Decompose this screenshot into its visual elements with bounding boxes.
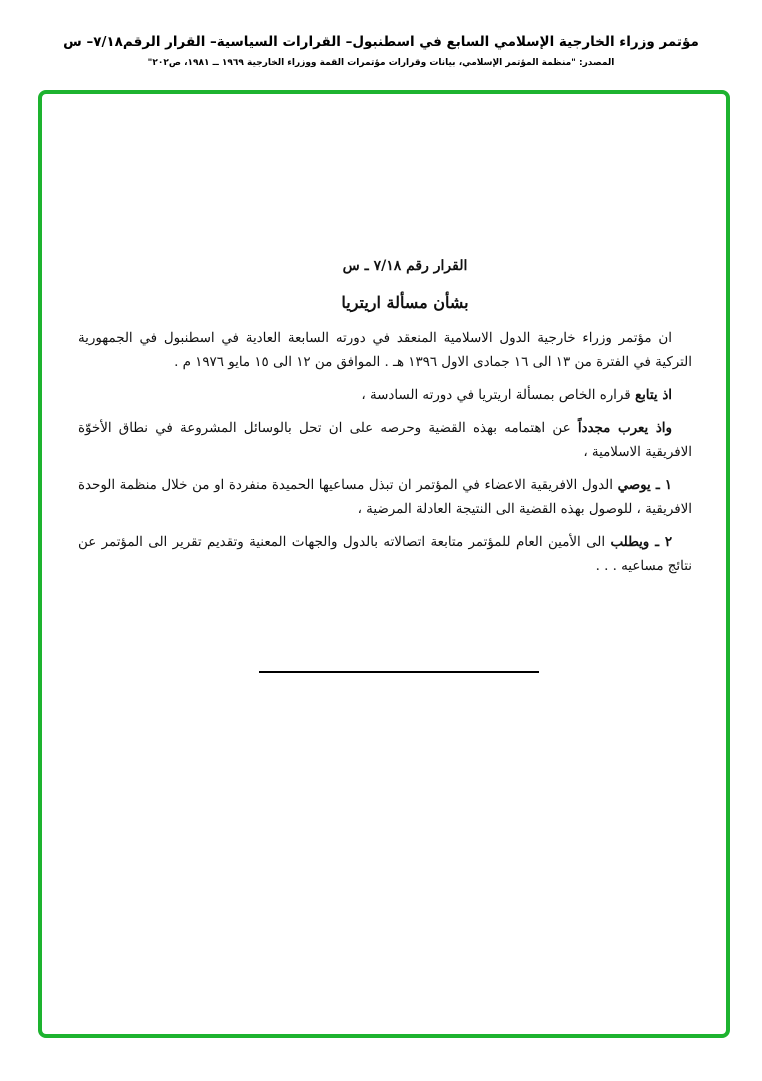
- decision-number: القرار رقم ٧/١٨ ـ س: [342, 258, 468, 274]
- clause-text: الى الأمين العام للمؤتمر متابعة اتصالاته بالدول والجهات المعنية وتقديم تقرير الى المؤتمر عن نتائج مساعيه . . .: [78, 535, 692, 574]
- clause-paragraph: [78, 416, 692, 465]
- clause-lead: ١ ـ يوصي: [617, 477, 672, 493]
- header-title: مؤتمر وزراء الخارجية الإسلامي السابع في اسطنبول– القرارات السياسية– القرار الرقم٧/١٨– س: [63, 34, 699, 50]
- clause-lead: واذ يعرب مجدداً: [577, 420, 672, 436]
- clause-text: عن اهتمامه بهذه القضية وحرصه على ان تحل بالوسائل المشروعة في نطاق الأخوّة الافريقية الاسلامية ،: [78, 421, 692, 460]
- clause-lead: اذ يتابع: [634, 387, 672, 403]
- clause-paragraph: [78, 383, 692, 408]
- closing-rule: [259, 671, 539, 673]
- clause-text: الدول الافريقية الاعضاء في المؤتمر ان تبذل مساعيها الحميدة منفردة او من خلال منظمة الوحدة الافريقية ، للوصول بهذه القضية الى النتيجة العادلة المرضية ،: [78, 478, 692, 517]
- clause-lead: ٢ ـ ويطلب: [610, 534, 673, 550]
- decision-subject: بشأن مسألة اريتريا: [341, 293, 469, 312]
- header-source: المصدر: "منظمة المؤتمر الإسلامي، بيانات وقرارات مؤتمرات القمة ووزراء الخارجية ١٩٦٩ ــ ١٩٨١، ص٢٠٢": [147, 58, 615, 68]
- clause-text: قراره الخاص بمسألة اريتريا في دورته السادسة ،: [361, 388, 635, 403]
- preamble-paragraph: ان مؤتمر وزراء خارجية الدول الاسلامية المنعقد في دورته السابعة العادية في اسطنبول في الجمهورية التركية في الفترة من ١٣ الى ١٦ جمادى الاول ١٣٩٦ هـ . الموافق من ١٢ الى ١٥ مايو ١٩٧٦ م .: [78, 331, 692, 370]
- clause-paragraph: [78, 473, 692, 522]
- clause-paragraph: [78, 530, 692, 579]
- document-body: [78, 255, 692, 587]
